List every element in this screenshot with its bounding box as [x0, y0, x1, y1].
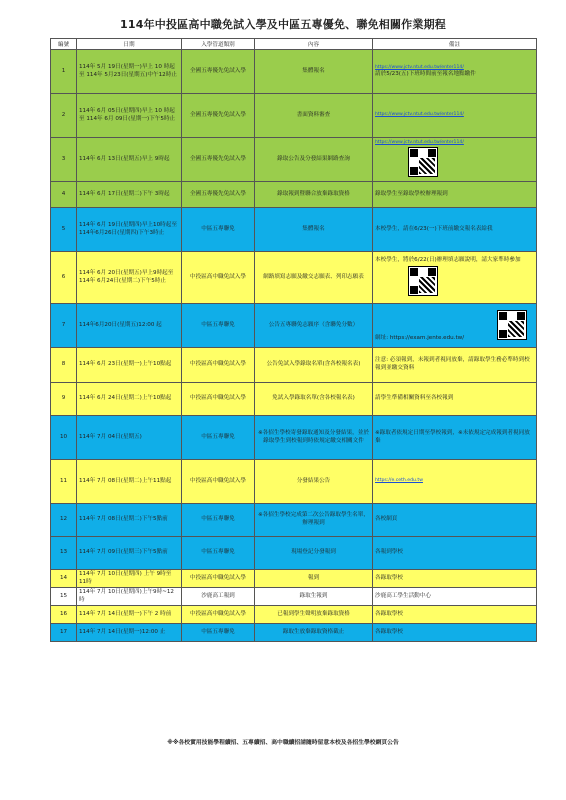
row-number: 14 [51, 570, 77, 588]
table-row [51, 504, 537, 537]
table-row [51, 588, 537, 606]
remarks-link[interactable]: https://e.ceth.edu.tw [375, 478, 423, 484]
row-category: 中區五專聯免 [182, 304, 255, 348]
row-content: 現場登記分發報到 [255, 537, 373, 570]
row-remarks [373, 383, 537, 416]
row-category: 中投區高中職免試入學 [182, 252, 255, 304]
row-category: 全國五專優先免試入學 [182, 182, 255, 208]
row-number: 7 [51, 304, 77, 348]
row-date: 114年 6月 13日(星期五)早上 9時起 [77, 138, 182, 182]
row-category: 沙鹿高工報到 [182, 588, 255, 606]
qr-code-icon [498, 311, 526, 339]
row-content: 公告免試入學錄取名單(含各校報名表) [255, 348, 373, 383]
row-number: 13 [51, 537, 77, 570]
table-row [51, 208, 537, 252]
row-content: 免試入學錄取名單(含各校報名表) [255, 383, 373, 416]
row-number: 2 [51, 94, 77, 138]
table-row [51, 460, 537, 504]
row-content: ※各招生學校完成第二次公告錄取學生名單，辦理報到 [255, 504, 373, 537]
table-row [51, 570, 537, 588]
table-row [51, 182, 537, 208]
row-date: 114年 6月 17日(星期二)下午 3時起 [77, 182, 182, 208]
row-remarks [373, 208, 537, 252]
row-content: 網路填寫志願及繳交志願表、列印志願表 [255, 252, 373, 304]
row-date: 114年 7月 14日(星期一)下午 2 時前 [77, 606, 182, 624]
row-date: 114年 7月 10日(星期四)上午9時~12時 [77, 588, 182, 606]
row-date: 114年 7月 08日(星期二)上午11點起 [77, 460, 182, 504]
row-content: 錄取報到暨聯合放棄錄取資格 [255, 182, 373, 208]
remarks-text: 沙鹿高工學生活動中心 [375, 592, 431, 599]
row-category: 中區五專聯免 [182, 624, 255, 642]
header-date: 日期 [77, 39, 182, 50]
row-date: 114年 7月 04日(星期五) [77, 416, 182, 460]
row-remarks [373, 606, 537, 624]
remarks-text: 本校學生，請在6/23(一)下班前繳交報名表給我 [375, 225, 493, 232]
row-content: 錄取生放棄錄取資格截止 [255, 624, 373, 642]
remarks-text: 請於5/23(五)下班時間前至報名地點繳件 [375, 70, 476, 77]
row-content: 書面資料審查 [255, 94, 373, 138]
table-row [51, 606, 537, 624]
remarks-text: ※錄取者依規定日期至學校報到，※未依規定完成報到者視同放棄 [375, 429, 530, 444]
row-category: 中投區高中職免試入學 [182, 460, 255, 504]
schedule-table [50, 38, 537, 642]
table-row [51, 138, 537, 182]
remarks-text: 網址: https://exam.jente.edu.tw/ [375, 334, 465, 341]
row-remarks [373, 460, 537, 504]
row-date: 114年 5月 19日(星期一)早上 10 時起至 114年 5月23日(星期五)中午12時止 [77, 50, 182, 94]
remarks-link[interactable]: https://www.jctv.ntut.edu.tw/enter114/ [375, 139, 464, 145]
row-remarks [373, 304, 537, 348]
header-no: 編號 [51, 39, 77, 50]
row-category: 全國五專優先免試入學 [182, 94, 255, 138]
row-date: 114年 7月 08日(星期二)下午5點前 [77, 504, 182, 537]
remarks-text: 各報到學校 [375, 549, 403, 556]
table-row [51, 94, 537, 138]
remarks-text: 各錄取學校 [375, 628, 403, 635]
row-remarks [373, 537, 537, 570]
row-number: 3 [51, 138, 77, 182]
remarks-link[interactable]: https://www.jctv.ntut.edu.tw/enter114/ [375, 64, 464, 70]
table-row [51, 416, 537, 460]
row-content: 集體報名 [255, 50, 373, 94]
row-category: 中區五專聯免 [182, 416, 255, 460]
row-category: 中投區高中職免試入學 [182, 606, 255, 624]
remarks-text: 注意: 必須報到，未報到者視同放棄，請錄取學生務必準時到校報到並繳交資料 [375, 357, 530, 371]
footnote: ※※各校實用技能學程續招、五專續招、高中職續招請隨時留意本校及各招生學校網頁公告 [167, 740, 399, 746]
header-remarks: 備註 [373, 39, 537, 50]
header-content: 內容 [255, 39, 373, 50]
row-number: 11 [51, 460, 77, 504]
row-date: 114年6月20日(星期五)12:00 起 [77, 304, 182, 348]
remarks-link[interactable]: https://www.jctv.ntut.edu.tw/enter114/ [375, 112, 464, 118]
row-category: 中區五專聯免 [182, 537, 255, 570]
row-category: 全國五專優先免試入學 [182, 50, 255, 94]
row-remarks [373, 182, 537, 208]
remarks-text: 本校學生，將於6/22(日)辦理填志願說明，請大家準時參加 [375, 256, 521, 263]
row-number: 5 [51, 208, 77, 252]
row-category: 中區五專聯免 [182, 208, 255, 252]
row-number: 16 [51, 606, 77, 624]
row-remarks [373, 504, 537, 537]
row-content: 報到 [255, 570, 373, 588]
row-number: 12 [51, 504, 77, 537]
row-number: 17 [51, 624, 77, 642]
table-row [51, 348, 537, 383]
row-content: 錄取生報到 [255, 588, 373, 606]
row-number: 4 [51, 182, 77, 208]
row-category: 中投區高中職免試入學 [182, 348, 255, 383]
row-category: 中投區高中職免試入學 [182, 570, 255, 588]
remarks-text: 錄取學生至錄取學校辦理報到 [375, 190, 448, 197]
row-number: 1 [51, 50, 77, 94]
table-row [51, 624, 537, 642]
row-category: 中投區高中職免試入學 [182, 383, 255, 416]
row-number: 15 [51, 588, 77, 606]
row-number: 8 [51, 348, 77, 383]
row-content: ※各招生學校寄發錄取通知及分發結果，並於錄取學生到校報到時依規定繳交相關文件 [255, 416, 373, 460]
row-remarks [373, 570, 537, 588]
row-remarks [373, 416, 537, 460]
row-date: 114年 6月 19日(星期四)早上10時起至 114年6月26日(星期四)下午3時止 [77, 208, 182, 252]
row-number: 10 [51, 416, 77, 460]
row-date: 114年 6月 20日(星期五)早上9時起至 114年 6月24日(星期二)下午5時止 [77, 252, 182, 304]
row-category: 全國五專優先免試入學 [182, 138, 255, 182]
row-remarks [373, 624, 537, 642]
table-row [51, 50, 537, 94]
table-row [51, 537, 537, 570]
row-content: 集體報名 [255, 208, 373, 252]
row-content: 錄取公告及分發結果網路查詢 [255, 138, 373, 182]
row-number: 9 [51, 383, 77, 416]
row-content: 已報到學生聲明放棄錄取資格 [255, 606, 373, 624]
row-date: 114年 6月 05日(星期四)早上 10 時起至 114年 6月 09日(星期一)下午5時止 [77, 94, 182, 138]
remarks-text: 請學生準備相關資料至各校報到 [375, 395, 454, 402]
qr-code-icon [409, 148, 437, 176]
row-remarks [373, 138, 537, 182]
row-date: 114年 6月 24日(星期二)上午10點起 [77, 383, 182, 416]
remarks-text: 各錄取學校 [375, 574, 403, 581]
row-content: 公告五專聯免志願序（含聯免分數） [255, 304, 373, 348]
row-remarks [373, 252, 537, 304]
table-header-row [51, 39, 537, 50]
header-category: 入學管道類別 [182, 39, 255, 50]
table-row [51, 383, 537, 416]
row-remarks [373, 50, 537, 94]
row-date: 114年 6月 23日(星期一)上午10點起 [77, 348, 182, 383]
row-date: 114年 7月 09日(星期三)下午5點前 [77, 537, 182, 570]
table-row [51, 252, 537, 304]
remarks-text: 各錄取學校 [375, 610, 403, 617]
row-category: 中區五專聯免 [182, 504, 255, 537]
page-title: 114年中投區高中職免試入學及中區五專優免、聯免相關作業期程 [120, 18, 446, 31]
row-content: 分發結果公告 [255, 460, 373, 504]
row-remarks [373, 588, 537, 606]
row-remarks [373, 348, 537, 383]
row-remarks [373, 94, 537, 138]
table-row [51, 304, 537, 348]
remarks-text: 各校網頁 [375, 516, 398, 523]
qr-code-icon [409, 267, 437, 295]
row-date: 114年 7月 10日(星期四) 上午 9時至 11時 [77, 570, 182, 588]
row-date: 114年 7月 14日(星期一)12:00 止 [77, 624, 182, 642]
row-number: 6 [51, 252, 77, 304]
